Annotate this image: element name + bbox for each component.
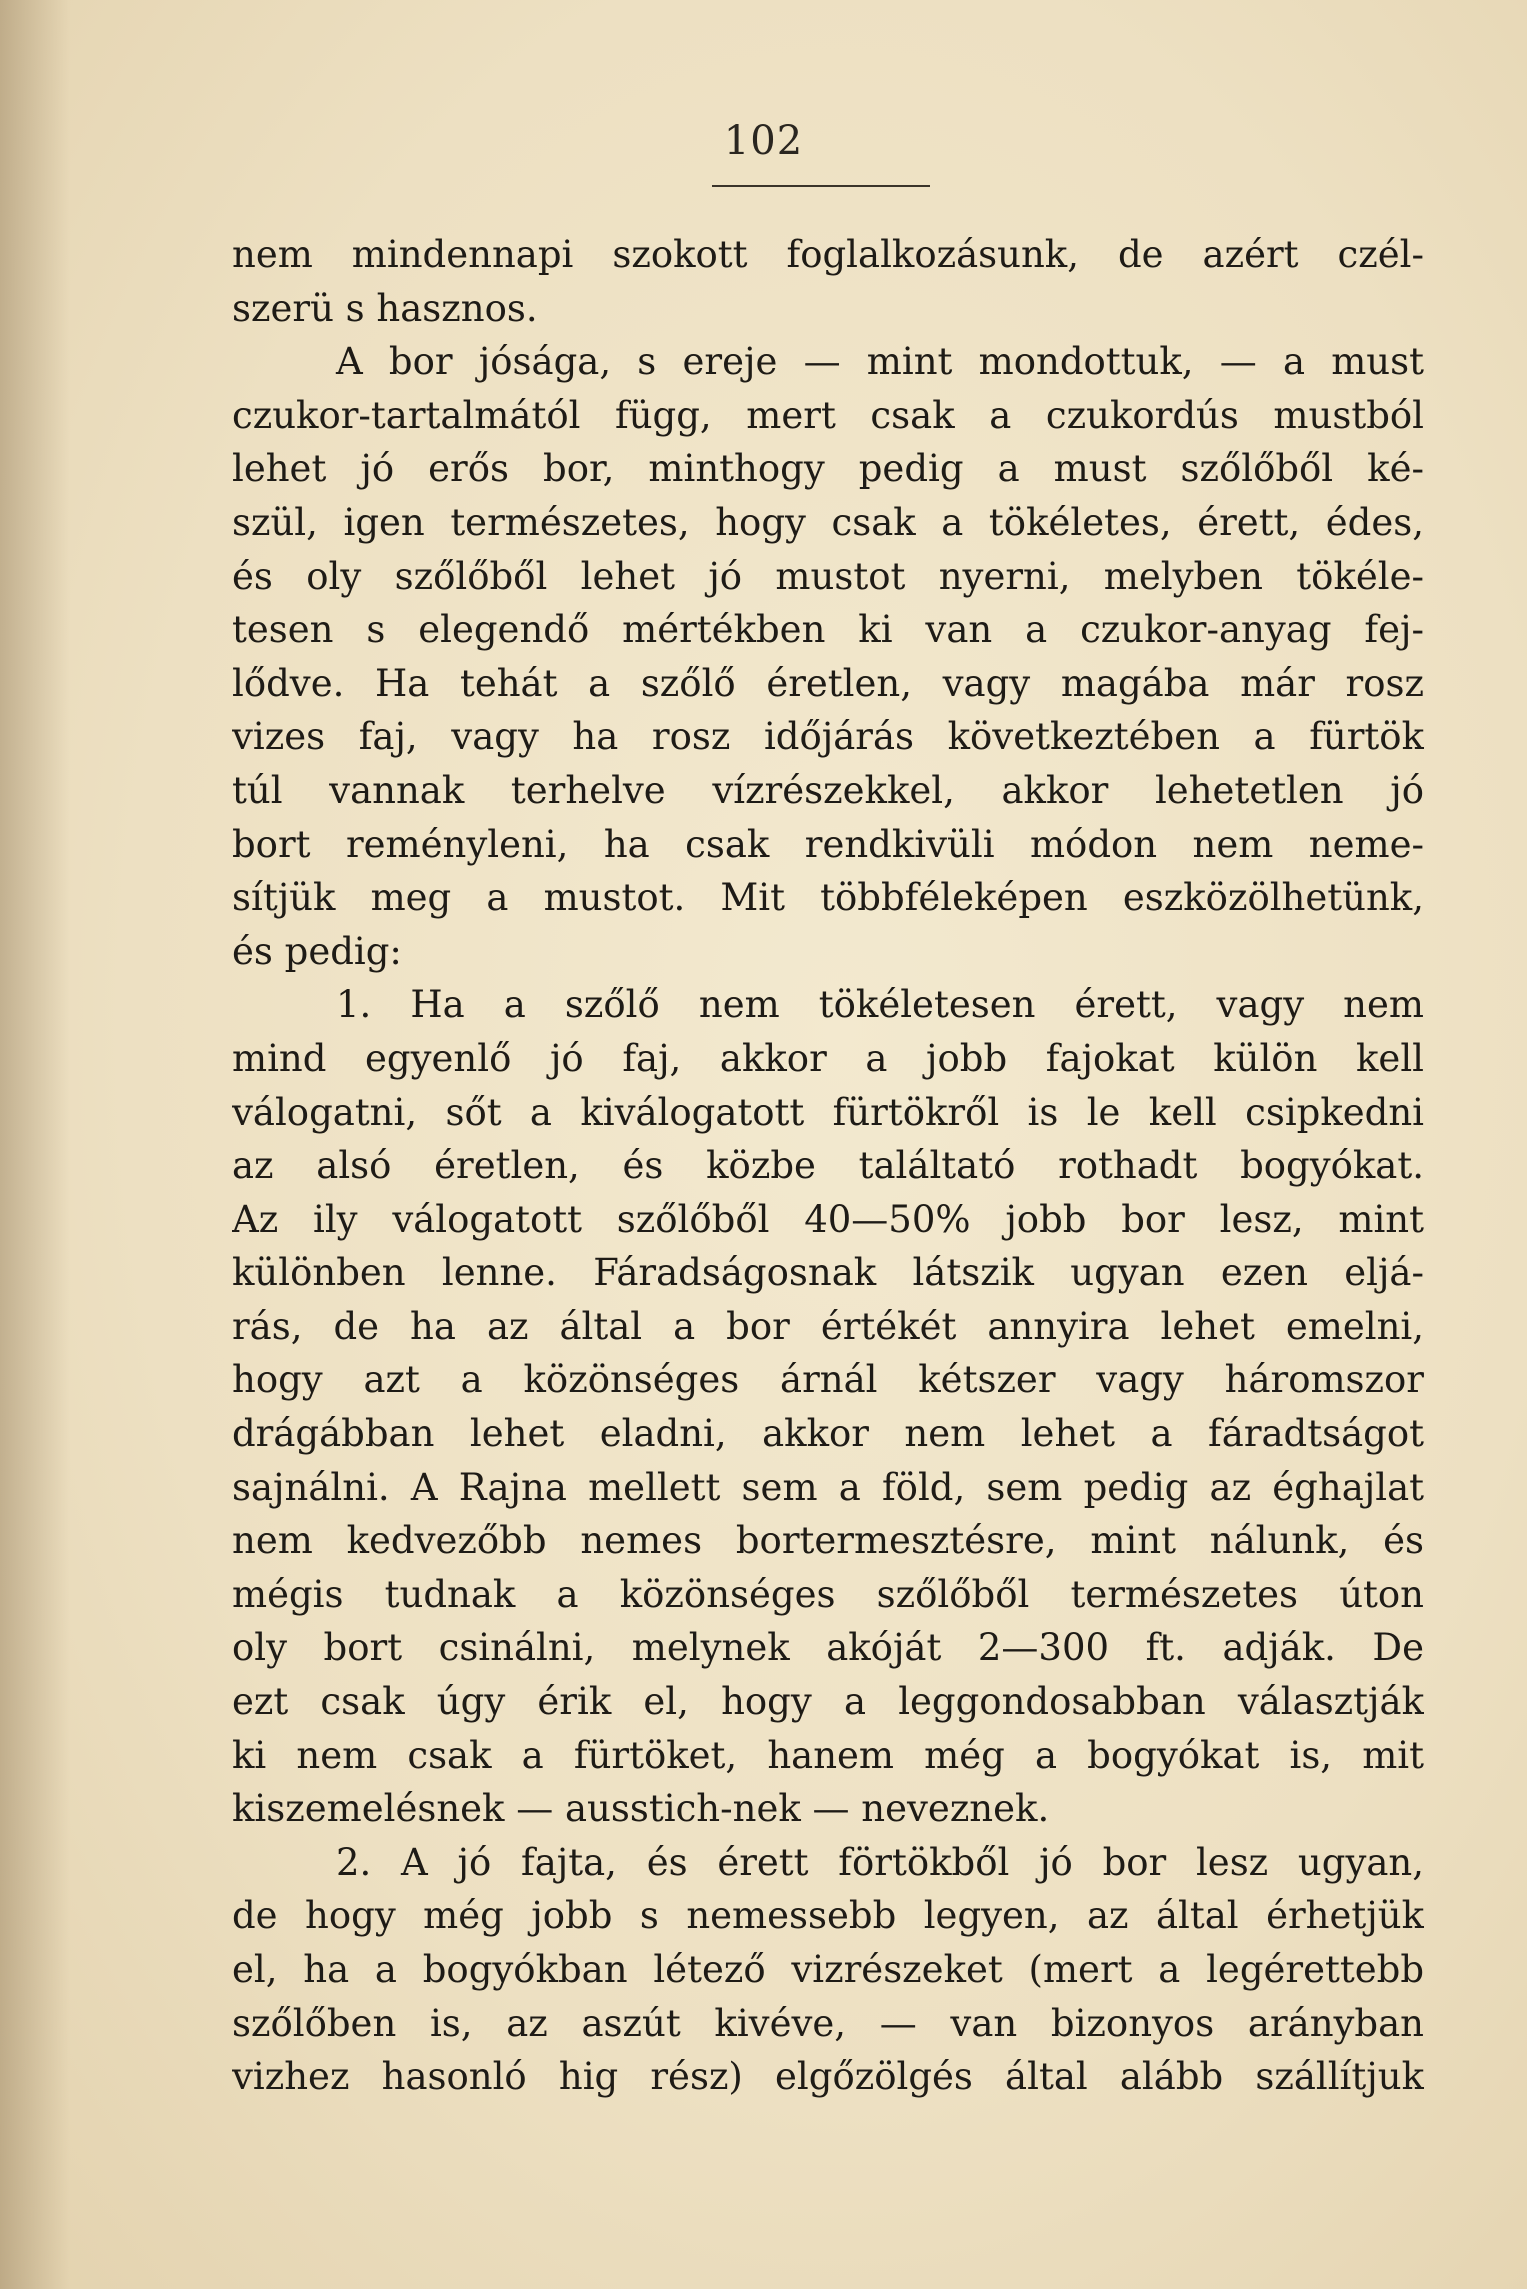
text-line: mind egyenlő jó faj, akkor a jobb fajokat külön kell [232, 1036, 1424, 1080]
body-text [232, 228, 1424, 2104]
text-line: sajnálni. A Rajna mellett sem a föld, sem pedig az éghajlat [232, 1465, 1424, 1509]
text-line: kiszemelésnek — ausstich-nek — neveznek. [232, 1787, 1050, 1831]
spine-shadow [0, 0, 70, 2289]
text-line: rás, de ha az által a bor értékét annyira lehet emelni, [232, 1304, 1424, 1348]
text-line: sítjük meg a mustot. Mit többféleképen eszközölhetünk, [232, 876, 1424, 920]
text-line: szül, igen természetes, hogy csak a tökéletes, érett, édes, [232, 500, 1424, 544]
text-line: hogy azt a közönséges árnál kétszer vagy háromszor [232, 1358, 1424, 1402]
text-line: de hogy még jobb s nemessebb legyen, az által érhetjük [232, 1894, 1424, 1938]
text-line: szerü s hasznos. [232, 286, 538, 330]
text-line: ki nem csak a fürtöket, hanem még a bogyókat is, mit [232, 1733, 1424, 1777]
text-line: vizhez hasonló hig rész) elgőzölgés által alább szállítjuk [232, 2055, 1424, 2099]
text-line: mégis tudnak a közönséges szőlőből természetes úton [232, 1572, 1424, 1616]
text-line: oly bort csinálni, melynek akóját 2—300 ft. adják. De [232, 1626, 1424, 1670]
text-line: túl vannak terhelve vízrészekkel, akkor lehetetlen jó [232, 768, 1424, 812]
text-line: az alsó éretlen, és közbe találtató rothadt bogyókat. [232, 1144, 1424, 1188]
text-line: Az ily válogatott szőlőből 40—50% jobb bor lesz, mint [232, 1197, 1424, 1241]
text-line: és pedig: [232, 929, 402, 973]
page-number-rule [712, 185, 930, 187]
text-line: tesen s elegendő mértékben ki van a czukor-anyag fej- [232, 608, 1424, 652]
text-line: szőlőben is, az aszút kivéve, — van bizonyos arányban [232, 2001, 1424, 2045]
text-line: nem mindennapi szokott foglalkozásunk, de azért czél- [232, 233, 1424, 276]
text-line: lehet jó erős bor, minthogy pedig a must szőlőből ké- [232, 447, 1424, 491]
text-line: válogatni, sőt a kiválogatott fürtökről is le kell csipkedni [232, 1090, 1424, 1134]
text-line: különben lenne. Fáradságosnak látszik ugyan ezen eljá- [232, 1251, 1424, 1295]
text-line: el, ha a bogyókban létező vizrészeket (mert a legérettebb [232, 1948, 1424, 1991]
text-line: A bor jósága, s ereje — mint mondottuk, — a must [336, 340, 1424, 384]
text-line: ezt csak úgy érik el, hogy a leggondosabban választják [232, 1680, 1424, 1724]
text-line: 2. A jó fajta, és érett förtökből jó bor lesz ugyan, [336, 1840, 1424, 1884]
page-number: 102 [723, 118, 804, 164]
text-line: czukor-tartalmától függ, mert csak a czukordús mustból [232, 393, 1424, 437]
text-line: nem kedvezőbb nemes bortermesztésre, mint nálunk, és [232, 1519, 1424, 1563]
text-line: és oly szőlőből lehet jó mustot nyerni, melyben tökéle- [232, 554, 1424, 598]
text-line: 1. Ha a szőlő nem tökéletesen érett, vagy nem [336, 983, 1424, 1027]
text-line: bort reményleni, ha csak rendkivüli módon nem neme- [232, 822, 1424, 866]
text-line: vizes faj, vagy ha rosz időjárás következtében a fürtök [232, 715, 1424, 759]
text-line: drágábban lehet eladni, akkor nem lehet a fáradtságot [232, 1412, 1424, 1456]
text-line: lődve. Ha tehát a szőlő éretlen, vagy magába már rosz [232, 661, 1424, 705]
